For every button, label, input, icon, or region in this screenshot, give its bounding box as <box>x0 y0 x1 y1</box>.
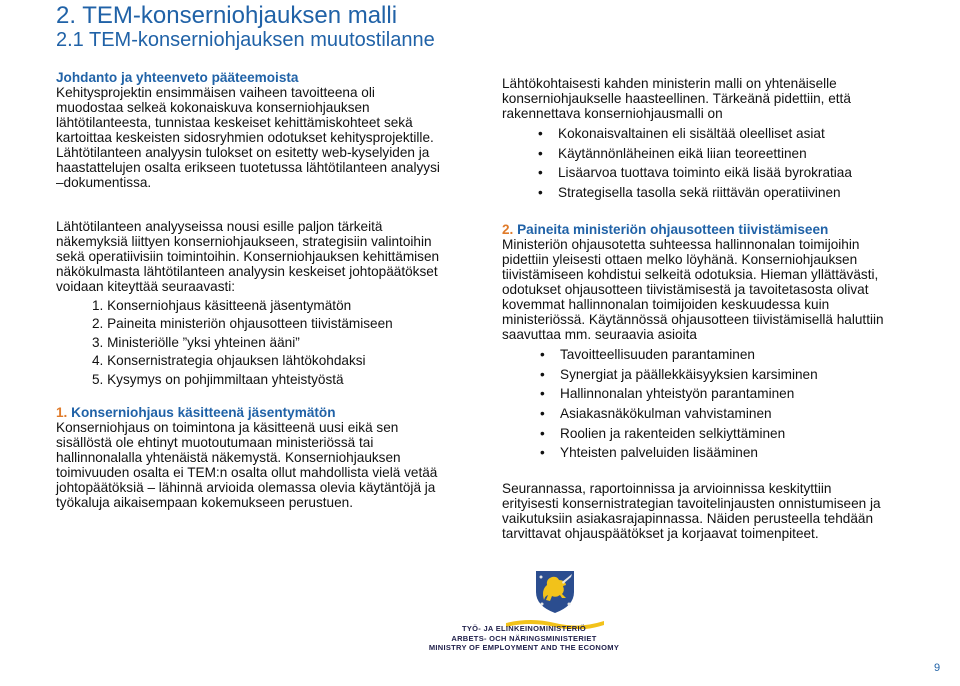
list-item: • Synergiat ja päällekkäisyyksien karsiminen <box>502 367 932 382</box>
closing-text-line: erityisesti konsernistrategian tavoitelinjausten onnistumiseen ja <box>502 496 881 512</box>
closing-text-line: tarvittavat ohjauspäätökset ja korjaavat toimenpiteet. <box>502 526 819 542</box>
intro-text-line: kartoittaa keskeisten sidosryhmien odotukset kehitysprojektille. <box>56 130 434 145</box>
section2-text-line: pidettiin yleisesti ottaen melko löyhänä. Konserniohjauksen <box>502 252 858 268</box>
conclusions-list <box>92 298 480 387</box>
list-item: 4. Konsernistrategia ohjauksen lähtökohdaksi <box>92 353 366 368</box>
analysis-text-line: sekä operatiivisiin toimintoihin. Konserniohjauksen kehittämisen <box>56 249 440 264</box>
analysis-text-line: voidaan kiteyttää seuraavasti: <box>56 279 236 294</box>
intro-text-line: –dokumentissa. <box>56 175 152 190</box>
right-intro-line: Lähtökohtaisesti kahden ministerin malli on yhtenäiselle <box>502 76 837 91</box>
section2-text-line: ministeriössä. Käytännössä ohjausotteen tiivistämisellä haluttiin <box>502 312 884 328</box>
right-column <box>502 76 932 541</box>
list-item: 2. Paineita ministeriön ohjausotteen tiivistämiseen <box>92 316 393 331</box>
intro-text-line: Lähtötilanteen analyysin tulokset on esitetty web-kyselyiden ja <box>56 145 430 160</box>
list-item: • Strategisella tasolla sekä riittävän operatiivinen <box>502 185 932 200</box>
analysis-text-line: näkökulmasta lähtötilanteen analyysin keskeiset johtopäätökset <box>56 264 438 279</box>
list-item: 1. Konserniohjaus käsitteenä jäsentymätön <box>92 297 352 313</box>
list-item: • Asiakasnäkökulman vahvistaminen <box>502 406 932 421</box>
finnish-lion-emblem-icon <box>532 568 578 614</box>
list-item: 5. Kysymys on pohjimmiltaan yhteistyöstä <box>92 371 344 387</box>
ministry-name <box>424 624 624 653</box>
ministry-name-sv: ARBETS- OCH NÄRINGSMINISTERIET <box>451 633 597 643</box>
ministry-name-fi: TYÖ- JA ELINKEINOMINISTERIÖ <box>461 624 587 633</box>
ministry-logo <box>506 568 604 630</box>
analysis-text-line: näkemyksiä liittyen konserniohjaukseen, strategisiin valintoihin <box>56 234 432 249</box>
right-intro-line: konserniohjaukselle haasteellinen. Tärkeänä pidettiin, että <box>502 91 851 106</box>
intro-text-line: Kehitysprojektin ensimmäisen vaiheen tavoitteena oli <box>56 85 375 100</box>
list-item: • Kokonaisvaltainen eli sisältää oleelliset asiat <box>502 126 932 141</box>
section1-text-line: Konserniohjaus on toimintona ja käsitteenä uusi eikä sen <box>56 419 399 435</box>
closing-text-line: Seurannassa, raportoinnissa ja arvioinnissa keskityttiin <box>502 481 832 497</box>
section2-number: 2. <box>502 222 514 238</box>
section1-heading <box>56 405 480 420</box>
section2-text-line: tiivistämiseen kohdistui selkeitä odotuksia. Hieman yllättävästi, <box>502 267 879 283</box>
list-item: 3. Ministeriölle ”yksi yhteinen ääni” <box>92 334 300 350</box>
left-column <box>56 70 480 510</box>
model-requirements-list <box>502 126 932 200</box>
intro-heading: Johdanto ja yhteenveto pääteemoista <box>56 70 299 85</box>
section1-text-line: hallinnonalalla yhtenäistä näkemystä. Konserniohjauksen <box>56 449 401 465</box>
section1-text-line: työkaluja aikaisempaan kokemukseen perustuen. <box>56 494 353 510</box>
closing-text-line: vaikutuksiin asiakasrajapinnassa. Näiden perusteella tehdään <box>502 511 874 527</box>
intro-text-line: muodostaa selkeä kokonaiskuva konserniohjauksen <box>56 100 370 115</box>
list-item: • Roolien ja rakenteiden selkiyttäminen <box>502 426 932 441</box>
list-item: • Hallinnonalan yhteistyön parantaminen <box>502 386 932 401</box>
list-item: • Lisäarvoa tuottava toiminto eikä lisää byrokratiaa <box>502 165 932 180</box>
intro-text-line: haastattelujen osalta erikseen tuotetussa lähtötilanteen analyysi <box>56 160 440 175</box>
page-number: 9 <box>934 662 941 674</box>
section1-text-line: johtopäätöksiä – lähinnä arvioida olemassa olevia käytäntöjä ja <box>56 479 436 495</box>
page-title: 2. TEM-konserniohjauksen malli <box>56 2 398 29</box>
intro-text-line: lähtötilanteesta, tunnistaa keskeiset kehittämiskohteet sekä <box>56 115 413 130</box>
analysis-text-line: Lähtötilanteen analyyseissa nousi esille paljon tärkeitä <box>56 219 383 234</box>
list-item: • Yhteisten palveluiden lisääminen <box>502 445 932 460</box>
section2-heading <box>502 222 932 237</box>
ministry-name-en: MINISTRY OF EMPLOYMENT AND THE ECONOMY <box>428 643 620 652</box>
section2-text-line: kovemmat hallinnonalan toimijoiden keskuudessa kuin <box>502 297 830 313</box>
page-subtitle: 2.1 TEM-konserniohjauksen muutostilanne <box>56 29 435 51</box>
section1-title: Konserniohjaus käsitteenä jäsentymätön <box>67 404 336 420</box>
section2-text-line: saavuttaa mm. seuraavia asioita <box>502 327 697 343</box>
list-item: • Käytännönläheinen eikä liian teoreettinen <box>502 146 932 161</box>
section1-text-line: toimivuuden osalta ei TEM:n osalta ollut mahdollista vielä vetää <box>56 464 438 480</box>
section2-text-line: odotukset ohjausotteen tiivistämisestä ja tavoitetasosta olivat <box>502 282 869 298</box>
goals-list <box>502 347 932 460</box>
section1-text-line: sisällöstä ole ehtinyt muotoutumaan ministeriössä tai <box>56 434 374 450</box>
right-intro-line: rakennettava konserniohjausmalli on <box>502 106 723 121</box>
section2-text-line: Ministeriön ohjausotetta suhteessa hallinnonalan toimijoihin <box>502 237 860 253</box>
list-item: • Tavoitteellisuuden parantaminen <box>502 347 932 362</box>
section1-number: 1. <box>56 404 68 420</box>
section2-title: Paineita ministeriön ohjausotteen tiivistämiseen <box>513 222 829 238</box>
